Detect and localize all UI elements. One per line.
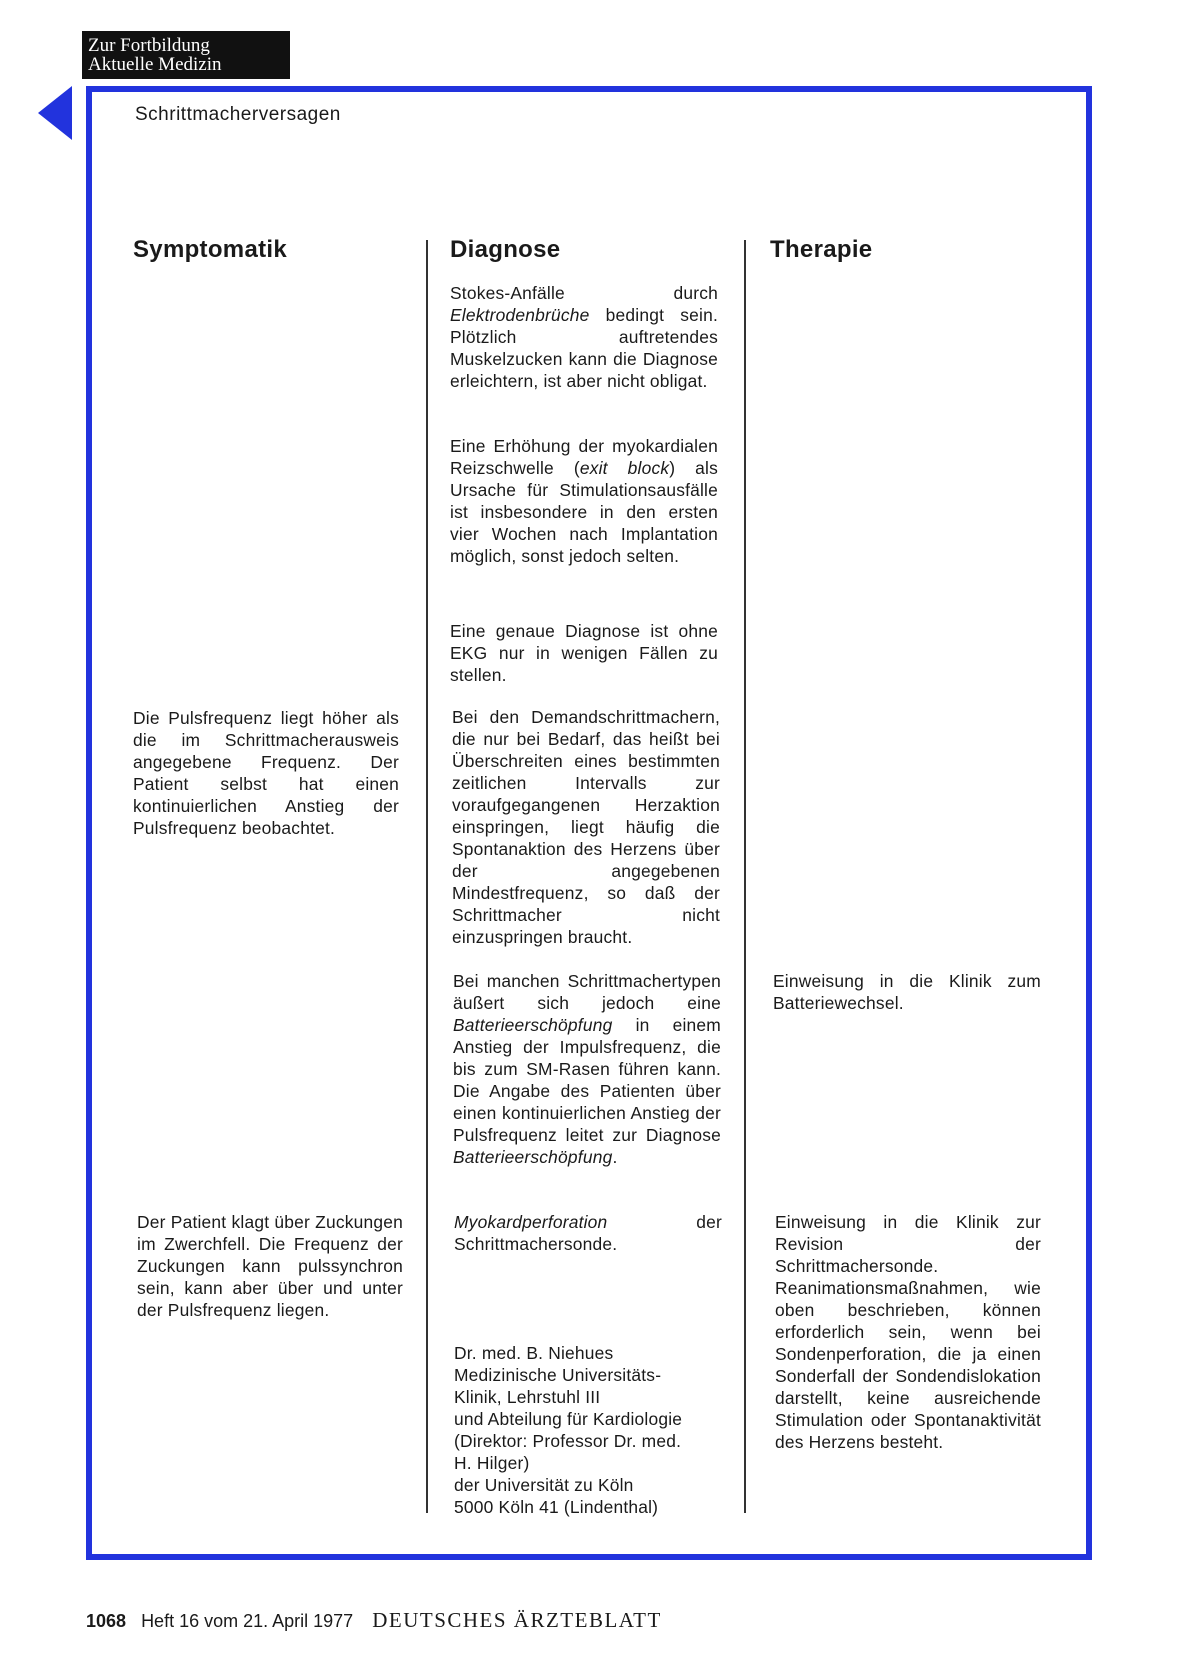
diagnose-paragraph-2: Eine Erhöhung der myokardialen Reizschwelle (exit block) als Ursache für Stimulationsausfälle ist insbesondere in den ersten vier Wochen nach Implantation möglich, sonst jedoch selten. xyxy=(450,436,718,566)
therapie-paragraph-1: Einweisung in die Klinik zum Batteriewechsel. xyxy=(773,971,1041,1013)
diagnose-paragraph-5: Bei manchen Schrittmachertypen äußert sich jedoch eine Batterieerschöpfung in einem Anstieg der Impulsfrequenz, die bis zum SM-Rasen führen kann. Die Angabe des Patienten über einen kontinuierlichen Anstieg der Pulsfrequenz leitet zur Diagnose Batterieerschöpfung. xyxy=(453,971,721,1167)
symptomatik-paragraph-2: Der Patient klagt über Zuckungen im Zwerchfell. Die Frequenz der Zuckungen kann pulssynchron sein, kann aber über und unter der Pulsfrequenz liegen. xyxy=(137,1212,403,1320)
column-divider-right xyxy=(744,240,746,1513)
author-line: Medizinische Universitäts- xyxy=(454,1365,662,1385)
page-number: 1068 xyxy=(86,1611,127,1631)
author-line: (Direktor: Professor Dr. med. xyxy=(454,1431,682,1451)
diagnose-paragraph-6: Myokardperforation der Schrittmachersonde. xyxy=(454,1212,722,1254)
author-line: Klinik, Lehrstuhl III xyxy=(454,1387,601,1407)
author-address xyxy=(454,1342,734,1518)
badge-line-1: Zur Fortbildung xyxy=(88,35,210,56)
symptomatik-paragraph-1: Die Pulsfrequenz liegt höher als die im Schrittmacherausweis angegebene Frequenz. Der Patient selbst hat einen kontinuierlichen Anstieg der Pulsfrequenz beobachtet. xyxy=(133,708,399,838)
column-heading-therapie: Therapie xyxy=(770,236,873,263)
author-line: H. Hilger) xyxy=(454,1453,530,1473)
column-heading-symptomatik: Symptomatik xyxy=(133,236,288,263)
diagnose-paragraph-3: Eine genaue Diagnose ist ohne EKG nur in wenigen Fällen zu stellen. xyxy=(450,621,718,685)
diagnose-paragraph-4: Bei den Demandschrittmachern, die nur bei Bedarf, das heißt bei Überschreiten eines bestimmten zeitlichen Intervalls zur voraufgegangenen Herzaktion einspringen, liegt häufig die Spontanaktion des Herzens über der angegebenen Mindestfrequenz, so daß der Schrittmacher nicht einzuspringen braucht. xyxy=(452,707,720,947)
author-line: der Universität zu Köln xyxy=(454,1475,634,1495)
page-footer xyxy=(86,1608,662,1633)
author-line: und Abteilung für Kardiologie xyxy=(454,1409,683,1429)
badge-line-2: Aktuelle Medizin xyxy=(88,54,222,75)
author-line: 5000 Köln 41 (Lindenthal) xyxy=(454,1497,659,1517)
column-heading-diagnose: Diagnose xyxy=(450,236,561,263)
author-line: Dr. med. B. Niehues xyxy=(454,1343,614,1363)
column-divider-left xyxy=(426,240,428,1513)
article-topic: Schrittmacherversagen xyxy=(135,104,341,125)
back-arrow-icon xyxy=(38,86,72,140)
issue-info: Heft 16 vom 21. April 1977 xyxy=(141,1611,354,1631)
diagnose-paragraph-1: Stokes-Anfälle durch Elektrodenbrüche bedingt sein. Plötzlich auftretendes Muskelzucken kann die Diagnose erleichtern, ist aber nicht obligat. xyxy=(450,283,718,391)
therapie-paragraph-2: Einweisung in die Klinik zur Revision der Schrittmachersonde. Reanimationsmaßnahmen, wie oben beschrieben, können erforderlich sein, wenn bei Sondenperforation, die ja einen Sonderfall der Sondendislokation darstellt, keine ausreichende Stimulation oder Spontanaktivität des Herzens besteht. xyxy=(775,1212,1041,1452)
section-badge xyxy=(82,31,290,79)
journal-name: DEUTSCHES ÄRZTEBLATT xyxy=(372,1608,662,1632)
